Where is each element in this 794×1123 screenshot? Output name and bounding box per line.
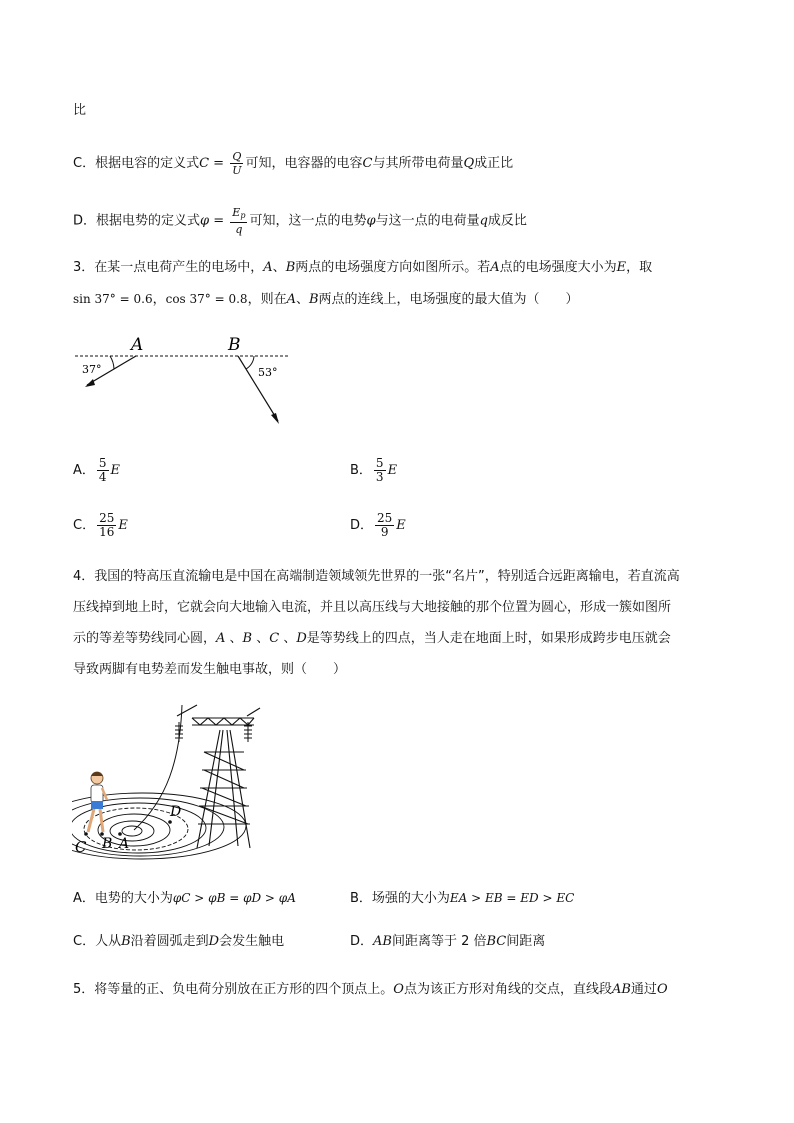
label-a: A <box>119 836 130 852</box>
q4-option-b[interactable]: B．场强的大小为EA > EB = ED > EC <box>350 891 575 906</box>
q3-option-d[interactable]: D． $\frac{25}{9}$ E <box>350 511 406 539</box>
q3-option-a[interactable]: A． $\frac{5}{4}$ E <box>73 456 121 484</box>
q4-option-a[interactable]: A．电势的大小为φC > φB = φD > φA <box>73 891 296 906</box>
q4-stem-line-2: 压线掉到地上时，它就会向大地输入电流，并且以高压线与大地接触的那个位置为圆心，形成一簇如图所 <box>73 600 672 615</box>
q2-option-c: C．根据电容的定义式C = $\frac{Q}{U}$ 可知，电容器的电容C与其所带电荷量Q成正比 <box>73 150 514 177</box>
label-c: C <box>75 838 87 856</box>
arrowhead-a <box>85 379 95 387</box>
q3-stem-line-2: sin 37° = 0.6，cos 37° = 0.8，则在A、B两点的连线上，电场强度的最大值为（ ） <box>73 292 579 307</box>
q4-stem-line-3: 示的等差等势线同心圆，A 、B 、C 、D是等势线上的四点，当人走在地面上时，如果形成跨步电压就会 <box>73 631 671 646</box>
potential-fraction: $\frac{E_p}{q}$ <box>232 206 246 236</box>
q5-stem-line-1: 5．将等量的正、负电荷分别放在正方形的四个顶点上。O点为该正方形对角线的交点，直线段AB通过O <box>73 982 668 997</box>
q3-field-diagram <box>70 330 310 430</box>
angle-53: 53° <box>258 366 278 379</box>
q4-stem-line-4: 导致两脚有电势差而发生触电事故，则（ ） <box>73 662 347 677</box>
angle-arc-b <box>246 356 254 369</box>
capacitance-fraction: $\frac{Q}{U}$ <box>232 150 242 177</box>
q4-tower-diagram <box>72 700 272 860</box>
q3-stem-line-1: 3．在某一点电荷产生的电场中，A、B两点的电场强度方向如图所示。若A点的电场强度大小为E，取 <box>73 260 653 275</box>
arrowhead-b <box>271 413 279 424</box>
label-b: B <box>228 335 241 355</box>
q4-option-c[interactable]: C．人从B沿着圆弧走到D会发生触电 <box>73 934 285 949</box>
q4-stem-line-1: 4．我国的特高压直流输电是中国在高端制造领域领先世界的一张“名片”，特别适合远距离输电，若直流高 <box>73 569 680 584</box>
q4-option-d[interactable]: D．AB间距离等于 2 倍BC间距离 <box>350 934 546 949</box>
angle-37: 37° <box>82 363 102 376</box>
q3-option-c[interactable]: C． $\frac{25}{16}$ E <box>73 511 128 539</box>
walking-person <box>88 772 107 832</box>
q3-option-b[interactable]: B． $\frac{5}{3}$ E <box>350 456 398 484</box>
label-b: B <box>102 836 113 852</box>
label-a: A <box>131 335 144 355</box>
equipotential-points <box>84 820 172 836</box>
q2-option-d: D．根据电势的定义式φ = $\frac{E_p}{q}$ 可知，这一点的电势φ与这一点的电荷量q成反比 <box>73 206 527 236</box>
angle-arc-a <box>110 356 114 369</box>
continued-text: 比 <box>73 103 87 118</box>
label-d: D <box>170 804 182 820</box>
